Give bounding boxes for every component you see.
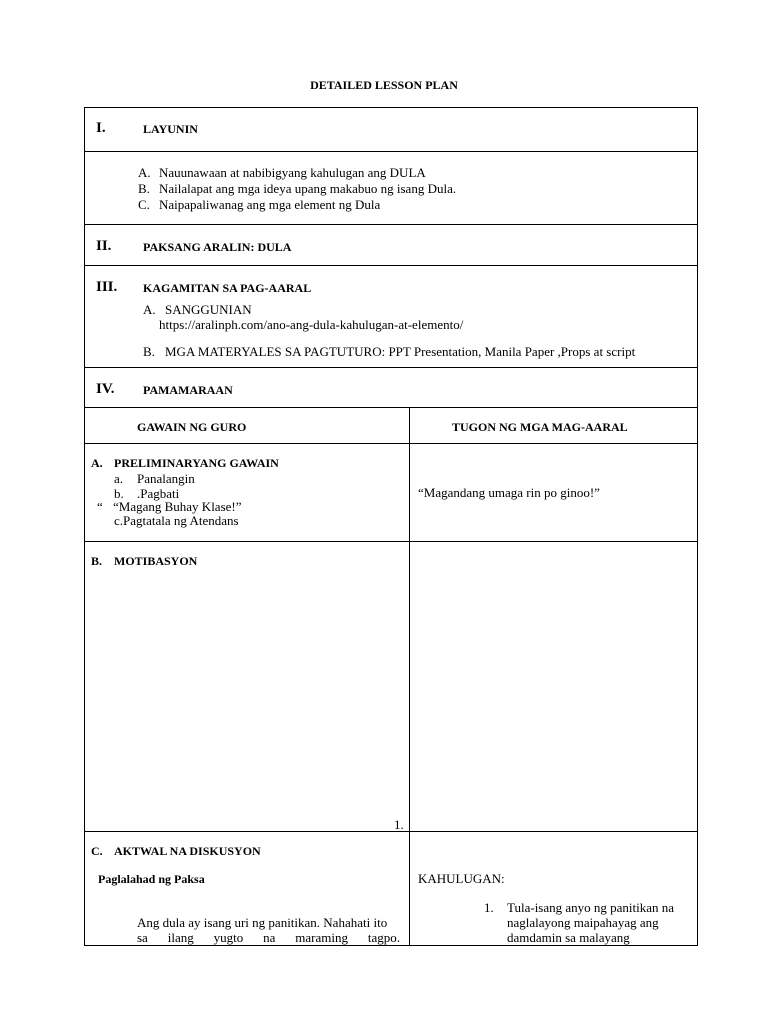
row-divider (84, 831, 698, 832)
section1-heading: LAYUNIN (143, 122, 198, 136)
prelim-item-marker: a. (114, 471, 124, 486)
prelim-marker: A. (91, 456, 103, 470)
row-divider (84, 265, 698, 266)
objective-text: Nauunawaan at nabibigyang kahulugan ang DULA (159, 165, 426, 180)
discussion-heading: AKTWAL NA DISKUSYON (114, 844, 261, 858)
topic-presentation-subheading: Paglalahad ng Paksa (98, 872, 205, 886)
column-divider (409, 407, 410, 945)
objective-text: Naipapaliwanag ang mga element ng Dula (159, 197, 381, 212)
section2-heading: PAKSANG ARALIN: DULA (143, 240, 292, 254)
section4-numeral: IV. (96, 381, 115, 397)
motivation-heading: MOTIBASYON (114, 554, 198, 568)
meaning-list-marker: 1. (484, 900, 494, 915)
greeting-quote: “Magang Buhay Klase!” (113, 499, 242, 514)
objective-text: Nailalapat ang mga ideya upang makabuo ng isang Dula. (159, 181, 457, 196)
objective-marker: C. (138, 197, 150, 212)
row-divider (84, 407, 698, 408)
quote-mark: “ (97, 499, 103, 514)
attendance-item: c.Pagtatala ng Atendans (114, 513, 239, 528)
teaching-materials-text: MGA MATERYALES SA PAGTUTURO: PPT Presentation, Manila Paper ,Props at script (165, 344, 636, 359)
meaning-heading: KAHULUGAN: (418, 871, 505, 886)
references-label: SANGGUNIAN (165, 302, 252, 317)
section3-numeral: III. (96, 279, 118, 295)
teacher-column-header: GAWAIN NG GURO (137, 420, 247, 434)
row-divider (84, 367, 698, 368)
row-divider (84, 224, 698, 225)
materials-marker-a: A. (143, 302, 156, 317)
discussion-marker: C. (91, 844, 103, 858)
objective-marker: A. (138, 165, 151, 180)
materials-marker-b: B. (143, 344, 155, 359)
section2-numeral: II. (96, 238, 112, 254)
prelim-item-marker: b. (114, 486, 124, 501)
paragraph-line: Ang dula ay isang uri ng panitikan. Nahahati ito (137, 915, 388, 930)
row-divider (84, 443, 698, 444)
section4-heading: PAMAMARAAN (143, 383, 233, 397)
prayer-item: Panalangin (137, 471, 195, 486)
section3-heading: KAGAMITAN SA PAG-AARAL (143, 281, 312, 295)
greeting-item: .Pagbati (137, 486, 180, 501)
motivation-marker: B. (91, 554, 103, 568)
prelim-heading: PRELIMINARYANG GAWAIN (114, 456, 279, 470)
meaning-list-line: Tula-isang anyo ng panitikan na (507, 900, 675, 915)
student-column-header: TUGON NG MGA MAG-AARAL (452, 420, 628, 434)
row-divider (84, 541, 698, 542)
objective-marker: B. (138, 181, 150, 196)
meaning-list-line: naglalayong maipahayag ang (507, 915, 659, 930)
paragraph-line: sa ilang yugto na maraming tagpo. (137, 930, 400, 945)
student-greeting-response: “Magandang umaga rin po ginoo!” (418, 485, 600, 500)
stray-list-number: 1. (394, 817, 404, 832)
document-title: DETAILED LESSON PLAN (310, 78, 458, 92)
dula-definition-paragraph (137, 915, 400, 945)
reference-url: https://aralinph.com/ano-ang-dula-kahulugan-at-elemento/ (159, 317, 464, 332)
meaning-list-line: damdamin sa malayang (507, 930, 630, 945)
row-divider (84, 151, 698, 152)
section1-numeral: I. (96, 120, 106, 136)
